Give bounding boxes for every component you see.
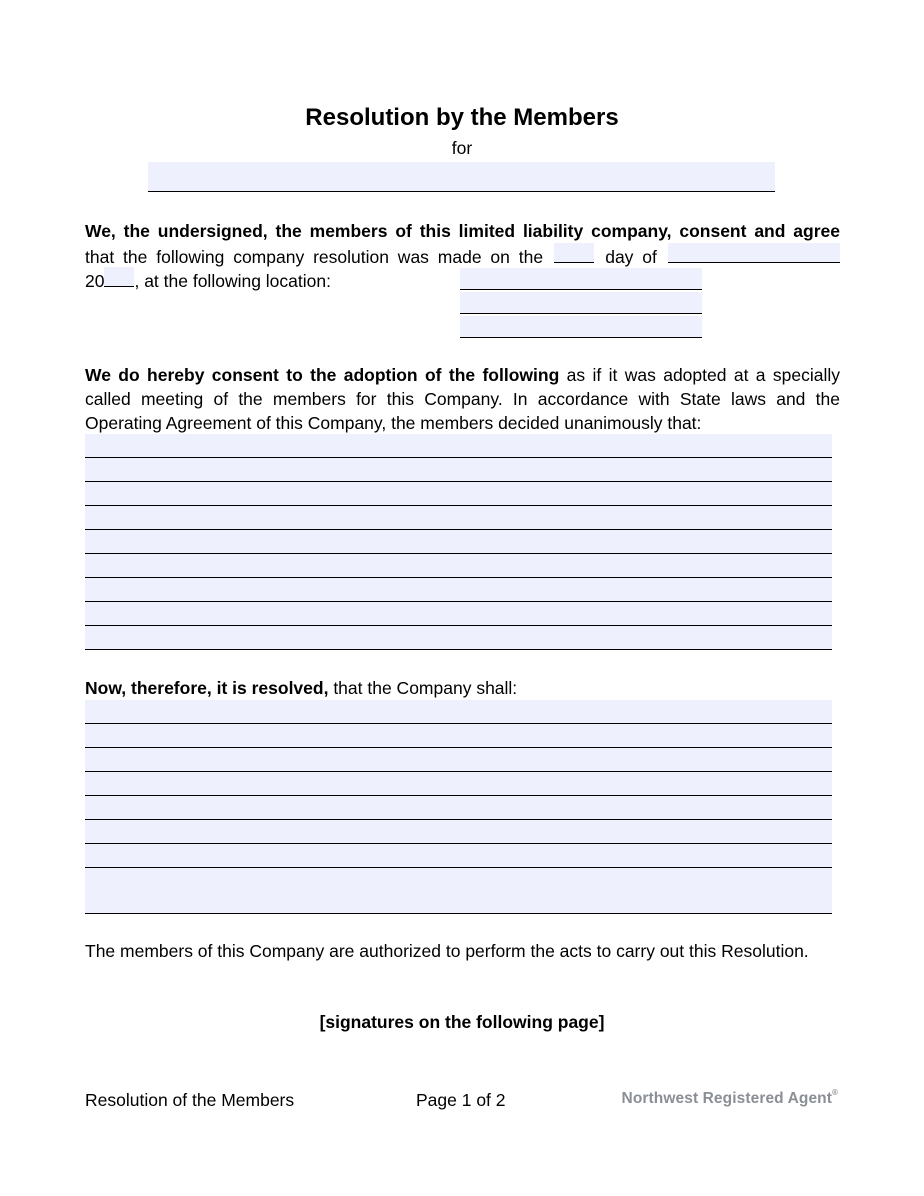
decision-line[interactable] [85, 506, 832, 530]
resolution-line[interactable] [85, 820, 832, 844]
decision-line[interactable] [85, 434, 832, 458]
resolved-paragraph [85, 676, 840, 700]
authorization-text: The members of this Company are authorized to perform the acts to carry out this Resolution. [85, 941, 809, 961]
adoption-bold-lead: We do hereby consent to the adoption of the following [85, 365, 560, 385]
resolution-line[interactable] [85, 868, 832, 892]
adoption-paragraph [85, 363, 840, 435]
decision-line[interactable] [85, 554, 832, 578]
consent-bold-lead: We, the undersigned, the members of this limited liability company, consent and agree [85, 221, 840, 241]
day-of-text: day of [605, 247, 657, 267]
decision-line[interactable] [85, 458, 832, 482]
page-number: Page 1 of 2 [416, 1090, 506, 1110]
resolution-line[interactable] [85, 748, 832, 772]
day-field[interactable] [554, 243, 594, 263]
resolution-line[interactable] [85, 844, 832, 868]
decision-line[interactable] [85, 626, 832, 650]
decision-line[interactable] [85, 578, 832, 602]
resolved-text: that the Company shall: [328, 678, 518, 698]
resolution-line[interactable] [85, 772, 832, 796]
resolved-bold-lead: Now, therefore, it is resolved, [85, 678, 329, 698]
resolution-line[interactable] [85, 724, 832, 748]
location-label: , at the following location: [134, 271, 331, 291]
resolution-line[interactable] [85, 796, 832, 820]
registered-mark: ® [832, 1088, 838, 1097]
adoption-text: as if it was adopted at a specially called meeting of the members for this Company. In accordance with State laws and the Operating Agreement of this Company, the members decided unanimously that: [85, 365, 841, 433]
consent-date-text: that the following company resolution was made on the [85, 247, 544, 267]
year-field[interactable] [104, 267, 134, 287]
document-title: Resolution by the Members [305, 104, 619, 131]
location-field-line-1[interactable] [460, 268, 702, 290]
consent-line-1 [85, 219, 840, 243]
decision-line[interactable] [85, 530, 832, 554]
location-field-line-2[interactable] [460, 292, 702, 314]
year-prefix: 20 [85, 271, 105, 291]
resolution-line[interactable] [85, 700, 832, 724]
location-field-line-3[interactable] [460, 316, 702, 338]
footer-doc-title: Resolution of the Members [85, 1090, 295, 1110]
month-field[interactable] [668, 243, 840, 263]
brand-logo [622, 1090, 838, 1108]
decision-line[interactable] [85, 602, 832, 626]
resolution-line[interactable] [85, 890, 832, 914]
signatures-note: [signatures on the following page] [319, 1012, 605, 1032]
consent-line-2 [85, 243, 840, 269]
brand-name: Northwest Registered Agent [621, 1090, 832, 1107]
decision-line[interactable] [85, 482, 832, 506]
for-label: for [451, 138, 473, 158]
company-name-field[interactable] [148, 162, 775, 192]
